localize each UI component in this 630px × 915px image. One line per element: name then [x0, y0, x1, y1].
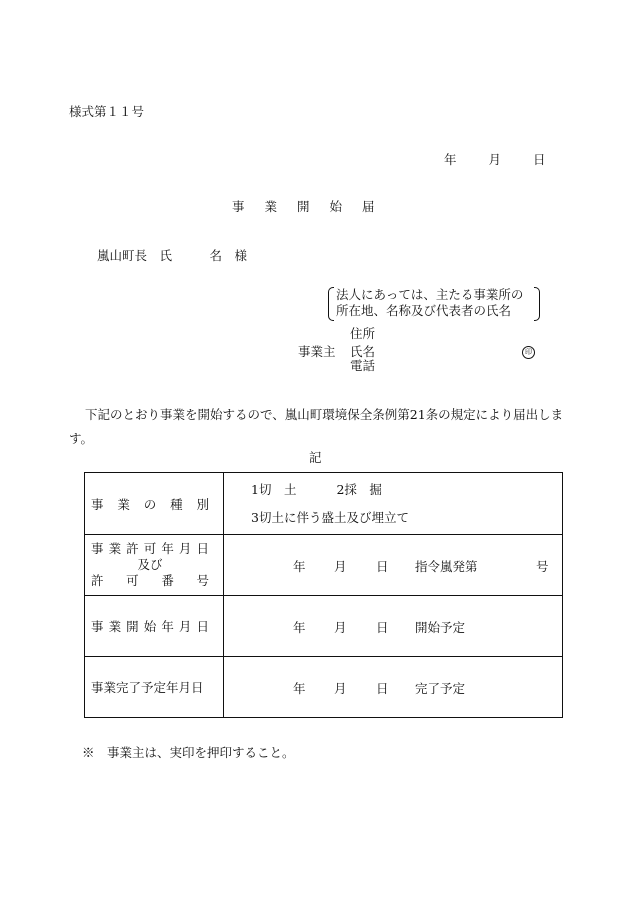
type-label-char: 事: [91, 496, 104, 512]
permit-year-label: 年: [293, 559, 306, 574]
permit-label-char: 年: [161, 541, 174, 556]
start-label-char: 業: [108, 619, 122, 634]
record-heading: 記: [309, 450, 322, 465]
permit-label-char: 月: [178, 541, 192, 556]
end-planned-label: 完了予定: [415, 681, 466, 696]
footnote: ※ 事業主は、実印を押印すること。: [82, 745, 295, 760]
start-value-cell[interactable]: [224, 596, 563, 657]
type-value-cell[interactable]: [224, 473, 563, 535]
address-label: 住所: [350, 326, 376, 341]
permit-label-char: 可: [126, 573, 139, 588]
start-label-char: 年: [161, 619, 174, 634]
start-label-char: 日: [196, 619, 209, 634]
permit-label-char: 番: [161, 573, 174, 588]
type-label-char: 種: [170, 496, 183, 512]
start-label-cell: [85, 596, 224, 657]
permit-number-prefix: 指令嵐発第: [415, 559, 478, 574]
permit-value-cell[interactable]: [224, 535, 563, 596]
applicant-role: 事業主: [298, 344, 336, 359]
permit-label-char: 業: [108, 541, 122, 556]
table-row-end: [85, 657, 563, 718]
start-year-label: 年: [293, 620, 306, 635]
form-number: 様式第１１号: [69, 104, 145, 119]
start-label-char: 始: [143, 619, 157, 634]
type-option-cut[interactable]: 1切 土: [251, 481, 297, 497]
permit-label-char: 号: [196, 573, 209, 588]
seal-icon: 印: [522, 346, 535, 359]
start-label-char: 事: [91, 619, 104, 634]
end-day-label: 日: [376, 681, 389, 696]
table-row-start: [85, 596, 563, 657]
type-label-cell: [85, 473, 224, 535]
note-line-1: 法人にあっては、主たる事業所の: [336, 287, 524, 302]
right-bracket: [534, 287, 540, 321]
start-label-char: 開: [126, 619, 139, 634]
body-text: 下記のとおり事業を開始するので、嵐山町環境保全条例第21条の規定により届出します。: [69, 407, 564, 446]
start-day-label: 日: [376, 620, 389, 635]
end-year-label: 年: [293, 681, 306, 696]
type-option-mining[interactable]: 2採 掘: [336, 481, 382, 497]
start-planned-label: 開始予定: [415, 620, 466, 635]
document-title: 事業開始届: [232, 199, 395, 214]
addressee: 嵐山町長 氏 名 様: [97, 248, 248, 263]
permit-label-char: 日: [196, 541, 209, 556]
type-label-char: 別: [196, 496, 209, 512]
tel-label: 電話: [350, 358, 376, 373]
name-label: 氏名: [350, 344, 376, 359]
permit-label-and: 及び: [137, 557, 163, 572]
table-row-type: [85, 473, 563, 535]
date-year-label: 年: [444, 152, 457, 167]
type-label-char: 業: [117, 496, 130, 512]
permit-month-label: 月: [334, 559, 347, 574]
end-label: 事業完了予定年月日: [91, 680, 204, 695]
permit-day-label: 日: [376, 559, 389, 574]
business-table: [84, 472, 563, 718]
submission-date: [444, 152, 546, 168]
corporation-note: [328, 287, 540, 321]
date-month-label: 月: [488, 152, 502, 167]
end-month-label: 月: [334, 681, 347, 696]
type-option-fill[interactable]: 3切土に伴う盛土及び埋立て: [251, 509, 409, 525]
note-line-2: 所在地、名称及び代表者の氏名: [336, 303, 512, 318]
type-label-char: の: [143, 496, 157, 512]
end-label-cell: [85, 657, 224, 718]
permit-label-cell: [85, 535, 224, 596]
left-bracket: [328, 287, 334, 321]
permit-label-char: 可: [143, 541, 157, 556]
permit-label-char: 許: [91, 573, 104, 588]
start-label-char: 月: [178, 619, 192, 634]
permit-label-char: 許: [126, 541, 139, 556]
start-month-label: 月: [334, 620, 347, 635]
permit-label-char: 事: [91, 541, 104, 556]
permit-number-suffix: 号: [536, 559, 549, 574]
end-value-cell[interactable]: [224, 657, 563, 718]
table-row-permit: [85, 535, 563, 596]
date-day-label: 日: [533, 152, 546, 167]
